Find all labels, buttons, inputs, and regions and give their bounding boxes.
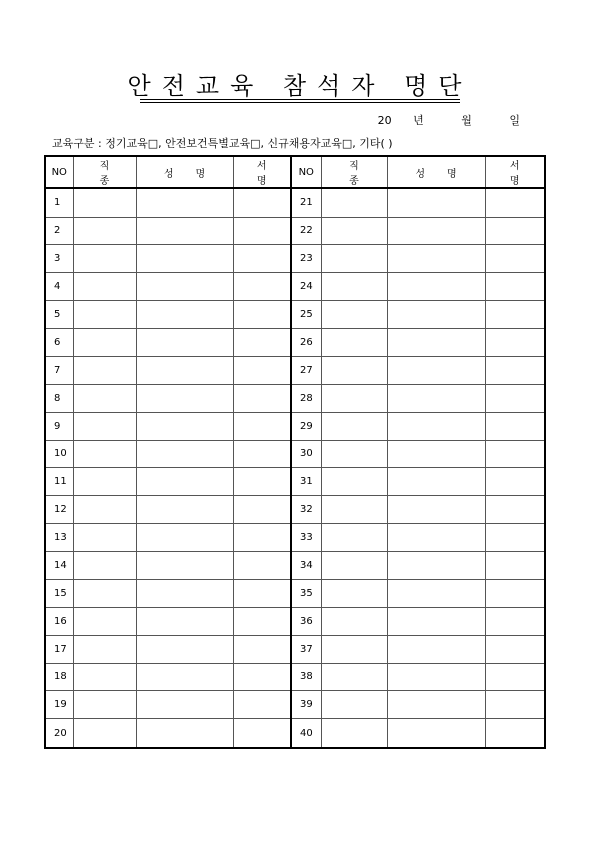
- page-title: 안전교육 참석자 명단: [127, 72, 473, 100]
- job-cell[interactable]: [73, 552, 136, 580]
- job-cell[interactable]: [321, 607, 387, 635]
- job-cell[interactable]: [73, 217, 136, 245]
- name-cell[interactable]: [136, 384, 233, 412]
- signature-cell[interactable]: [233, 524, 291, 552]
- signature-cell[interactable]: [485, 217, 545, 245]
- row-number: 29: [291, 412, 321, 440]
- date-month-label: 월: [461, 114, 472, 127]
- name-cell[interactable]: [387, 356, 485, 384]
- row-number: 23: [291, 245, 321, 273]
- job-cell[interactable]: [73, 273, 136, 301]
- job-cell[interactable]: [321, 719, 387, 748]
- row-number: 26: [291, 329, 321, 357]
- job-cell[interactable]: [321, 356, 387, 384]
- job-cell[interactable]: [73, 607, 136, 635]
- signature-cell[interactable]: [233, 245, 291, 273]
- header-signature: 서명: [233, 156, 291, 188]
- table-row: [45, 412, 545, 440]
- job-cell[interactable]: [73, 468, 136, 496]
- job-cell[interactable]: [321, 468, 387, 496]
- signature-cell[interactable]: [485, 524, 545, 552]
- row-number: 38: [291, 663, 321, 691]
- job-cell[interactable]: [321, 412, 387, 440]
- name-cell[interactable]: [387, 719, 485, 748]
- signature-cell[interactable]: [233, 468, 291, 496]
- header-job: 직종: [321, 156, 387, 188]
- job-cell[interactable]: [73, 663, 136, 691]
- name-cell[interactable]: [387, 188, 485, 217]
- name-cell[interactable]: [136, 273, 233, 301]
- name-cell[interactable]: [136, 691, 233, 719]
- row-number: 36: [291, 607, 321, 635]
- name-cell[interactable]: [136, 217, 233, 245]
- row-number: 33: [291, 524, 321, 552]
- job-cell[interactable]: [73, 329, 136, 357]
- table-row: [45, 496, 545, 524]
- name-cell[interactable]: [136, 524, 233, 552]
- signature-cell[interactable]: [233, 412, 291, 440]
- name-cell[interactable]: [136, 412, 233, 440]
- job-cell[interactable]: [321, 579, 387, 607]
- name-cell[interactable]: [387, 301, 485, 329]
- table-row: [45, 468, 545, 496]
- name-cell[interactable]: [136, 188, 233, 217]
- signature-cell[interactable]: [485, 552, 545, 580]
- row-number: 21: [291, 188, 321, 217]
- signature-cell[interactable]: [233, 719, 291, 748]
- name-cell[interactable]: [387, 496, 485, 524]
- job-cell[interactable]: [321, 524, 387, 552]
- row-number: 32: [291, 496, 321, 524]
- table-row: [45, 329, 545, 357]
- row-number: 22: [291, 217, 321, 245]
- name-cell[interactable]: [387, 524, 485, 552]
- row-number: 3: [45, 245, 73, 273]
- signature-cell[interactable]: [233, 188, 291, 217]
- table-row: [45, 273, 545, 301]
- row-number: 5: [45, 301, 73, 329]
- table-row: [45, 245, 545, 273]
- row-number: 7: [45, 356, 73, 384]
- title-underline-second: [140, 102, 460, 103]
- date-year-prefix: 20: [377, 114, 392, 127]
- row-number: 31: [291, 468, 321, 496]
- date-day-label: 일: [509, 114, 520, 127]
- header-name: 성명: [136, 156, 233, 188]
- signature-cell[interactable]: [233, 384, 291, 412]
- signature-cell[interactable]: [485, 245, 545, 273]
- row-number: 28: [291, 384, 321, 412]
- job-cell[interactable]: [73, 719, 136, 748]
- name-cell[interactable]: [136, 552, 233, 580]
- signature-cell[interactable]: [485, 301, 545, 329]
- row-number: 19: [45, 691, 73, 719]
- row-number: 25: [291, 301, 321, 329]
- row-number: 16: [45, 607, 73, 635]
- name-cell[interactable]: [136, 719, 233, 748]
- table-row: [45, 579, 545, 607]
- job-cell[interactable]: [73, 301, 136, 329]
- job-cell[interactable]: [73, 579, 136, 607]
- name-cell[interactable]: [387, 245, 485, 273]
- name-cell[interactable]: [136, 245, 233, 273]
- table-row: [45, 663, 545, 691]
- education-category: 교육구분 : 정기교육□, 안전보건특별교육□, 신규채용자교육□, 기타( ): [52, 137, 393, 150]
- name-cell[interactable]: [136, 607, 233, 635]
- row-number: 27: [291, 356, 321, 384]
- name-cell[interactable]: [136, 579, 233, 607]
- table-row: [45, 440, 545, 468]
- date-year-label: 년: [413, 114, 424, 127]
- job-cell[interactable]: [321, 301, 387, 329]
- name-cell[interactable]: [136, 301, 233, 329]
- signature-cell[interactable]: [233, 356, 291, 384]
- row-number: 12: [45, 496, 73, 524]
- job-cell[interactable]: [321, 552, 387, 580]
- signature-cell[interactable]: [485, 691, 545, 719]
- job-cell[interactable]: [321, 329, 387, 357]
- row-number: 9: [45, 412, 73, 440]
- job-cell[interactable]: [73, 440, 136, 468]
- job-cell[interactable]: [73, 384, 136, 412]
- name-cell[interactable]: [387, 273, 485, 301]
- name-cell[interactable]: [387, 440, 485, 468]
- job-cell[interactable]: [321, 496, 387, 524]
- attendee-table: [44, 155, 546, 749]
- table-row: [45, 607, 545, 635]
- name-cell[interactable]: [387, 691, 485, 719]
- table-row: [45, 301, 545, 329]
- signature-cell[interactable]: [233, 691, 291, 719]
- name-cell[interactable]: [387, 579, 485, 607]
- signature-cell[interactable]: [485, 188, 545, 217]
- row-number: 10: [45, 440, 73, 468]
- header-job: 직종: [73, 156, 136, 188]
- table-header-row: [45, 156, 545, 188]
- row-number: 24: [291, 273, 321, 301]
- job-cell[interactable]: [73, 356, 136, 384]
- signature-cell[interactable]: [233, 579, 291, 607]
- header-name: 성명: [387, 156, 485, 188]
- job-cell[interactable]: [321, 663, 387, 691]
- row-number: 8: [45, 384, 73, 412]
- signature-cell[interactable]: [485, 719, 545, 748]
- row-number: 14: [45, 552, 73, 580]
- table-row: [45, 691, 545, 719]
- name-cell[interactable]: [136, 635, 233, 663]
- row-number: 4: [45, 273, 73, 301]
- table-row: [45, 635, 545, 663]
- header-no: NO: [45, 156, 73, 188]
- job-cell[interactable]: [73, 245, 136, 273]
- row-number: 18: [45, 663, 73, 691]
- row-number: 2: [45, 217, 73, 245]
- row-number: 17: [45, 635, 73, 663]
- name-cell[interactable]: [387, 329, 485, 357]
- signature-cell[interactable]: [233, 301, 291, 329]
- name-cell[interactable]: [387, 663, 485, 691]
- row-number: 30: [291, 440, 321, 468]
- name-cell[interactable]: [136, 356, 233, 384]
- title-underline: [140, 99, 460, 100]
- signature-cell[interactable]: [485, 329, 545, 357]
- signature-cell[interactable]: [485, 468, 545, 496]
- row-number: 13: [45, 524, 73, 552]
- name-cell[interactable]: [387, 552, 485, 580]
- signature-cell[interactable]: [233, 217, 291, 245]
- job-cell[interactable]: [321, 691, 387, 719]
- row-number: 39: [291, 691, 321, 719]
- job-cell[interactable]: [321, 245, 387, 273]
- job-cell[interactable]: [73, 524, 136, 552]
- signature-cell[interactable]: [485, 579, 545, 607]
- row-number: 37: [291, 635, 321, 663]
- row-number: 1: [45, 188, 73, 217]
- job-cell[interactable]: [73, 635, 136, 663]
- row-number: 34: [291, 552, 321, 580]
- name-cell[interactable]: [136, 496, 233, 524]
- signature-cell[interactable]: [233, 329, 291, 357]
- signature-cell[interactable]: [233, 496, 291, 524]
- row-number: 15: [45, 579, 73, 607]
- name-cell[interactable]: [136, 468, 233, 496]
- name-cell[interactable]: [136, 440, 233, 468]
- signature-cell[interactable]: [485, 384, 545, 412]
- name-cell[interactable]: [387, 217, 485, 245]
- job-cell[interactable]: [321, 273, 387, 301]
- header-no: NO: [291, 156, 321, 188]
- signature-cell[interactable]: [485, 440, 545, 468]
- table-row: [45, 356, 545, 384]
- row-number: 6: [45, 329, 73, 357]
- row-number: 40: [291, 719, 321, 748]
- name-cell[interactable]: [387, 607, 485, 635]
- job-cell[interactable]: [321, 217, 387, 245]
- signature-cell[interactable]: [485, 412, 545, 440]
- signature-cell[interactable]: [233, 440, 291, 468]
- job-cell[interactable]: [73, 496, 136, 524]
- job-cell[interactable]: [321, 635, 387, 663]
- name-cell[interactable]: [387, 635, 485, 663]
- table-row: [45, 188, 545, 217]
- row-number: 35: [291, 579, 321, 607]
- table-row: [45, 719, 545, 748]
- date-line: [378, 112, 520, 128]
- signature-cell[interactable]: [485, 273, 545, 301]
- signature-cell[interactable]: [233, 552, 291, 580]
- signature-cell[interactable]: [233, 607, 291, 635]
- signature-cell[interactable]: [233, 635, 291, 663]
- job-cell[interactable]: [73, 412, 136, 440]
- job-cell[interactable]: [321, 440, 387, 468]
- name-cell[interactable]: [136, 329, 233, 357]
- row-number: 20: [45, 719, 73, 748]
- job-cell[interactable]: [73, 188, 136, 217]
- name-cell[interactable]: [387, 468, 485, 496]
- signature-cell[interactable]: [485, 607, 545, 635]
- signature-cell[interactable]: [485, 663, 545, 691]
- table-row: [45, 217, 545, 245]
- job-cell[interactable]: [73, 691, 136, 719]
- table-row: [45, 552, 545, 580]
- name-cell[interactable]: [387, 384, 485, 412]
- signature-cell[interactable]: [233, 663, 291, 691]
- table-row: [45, 384, 545, 412]
- table-row: [45, 524, 545, 552]
- name-cell[interactable]: [136, 663, 233, 691]
- signature-cell[interactable]: [485, 356, 545, 384]
- signature-cell[interactable]: [233, 273, 291, 301]
- name-cell[interactable]: [387, 412, 485, 440]
- job-cell[interactable]: [321, 384, 387, 412]
- signature-cell[interactable]: [485, 496, 545, 524]
- row-number: 11: [45, 468, 73, 496]
- signature-cell[interactable]: [485, 635, 545, 663]
- job-cell[interactable]: [321, 188, 387, 217]
- header-signature: 서명: [485, 156, 545, 188]
